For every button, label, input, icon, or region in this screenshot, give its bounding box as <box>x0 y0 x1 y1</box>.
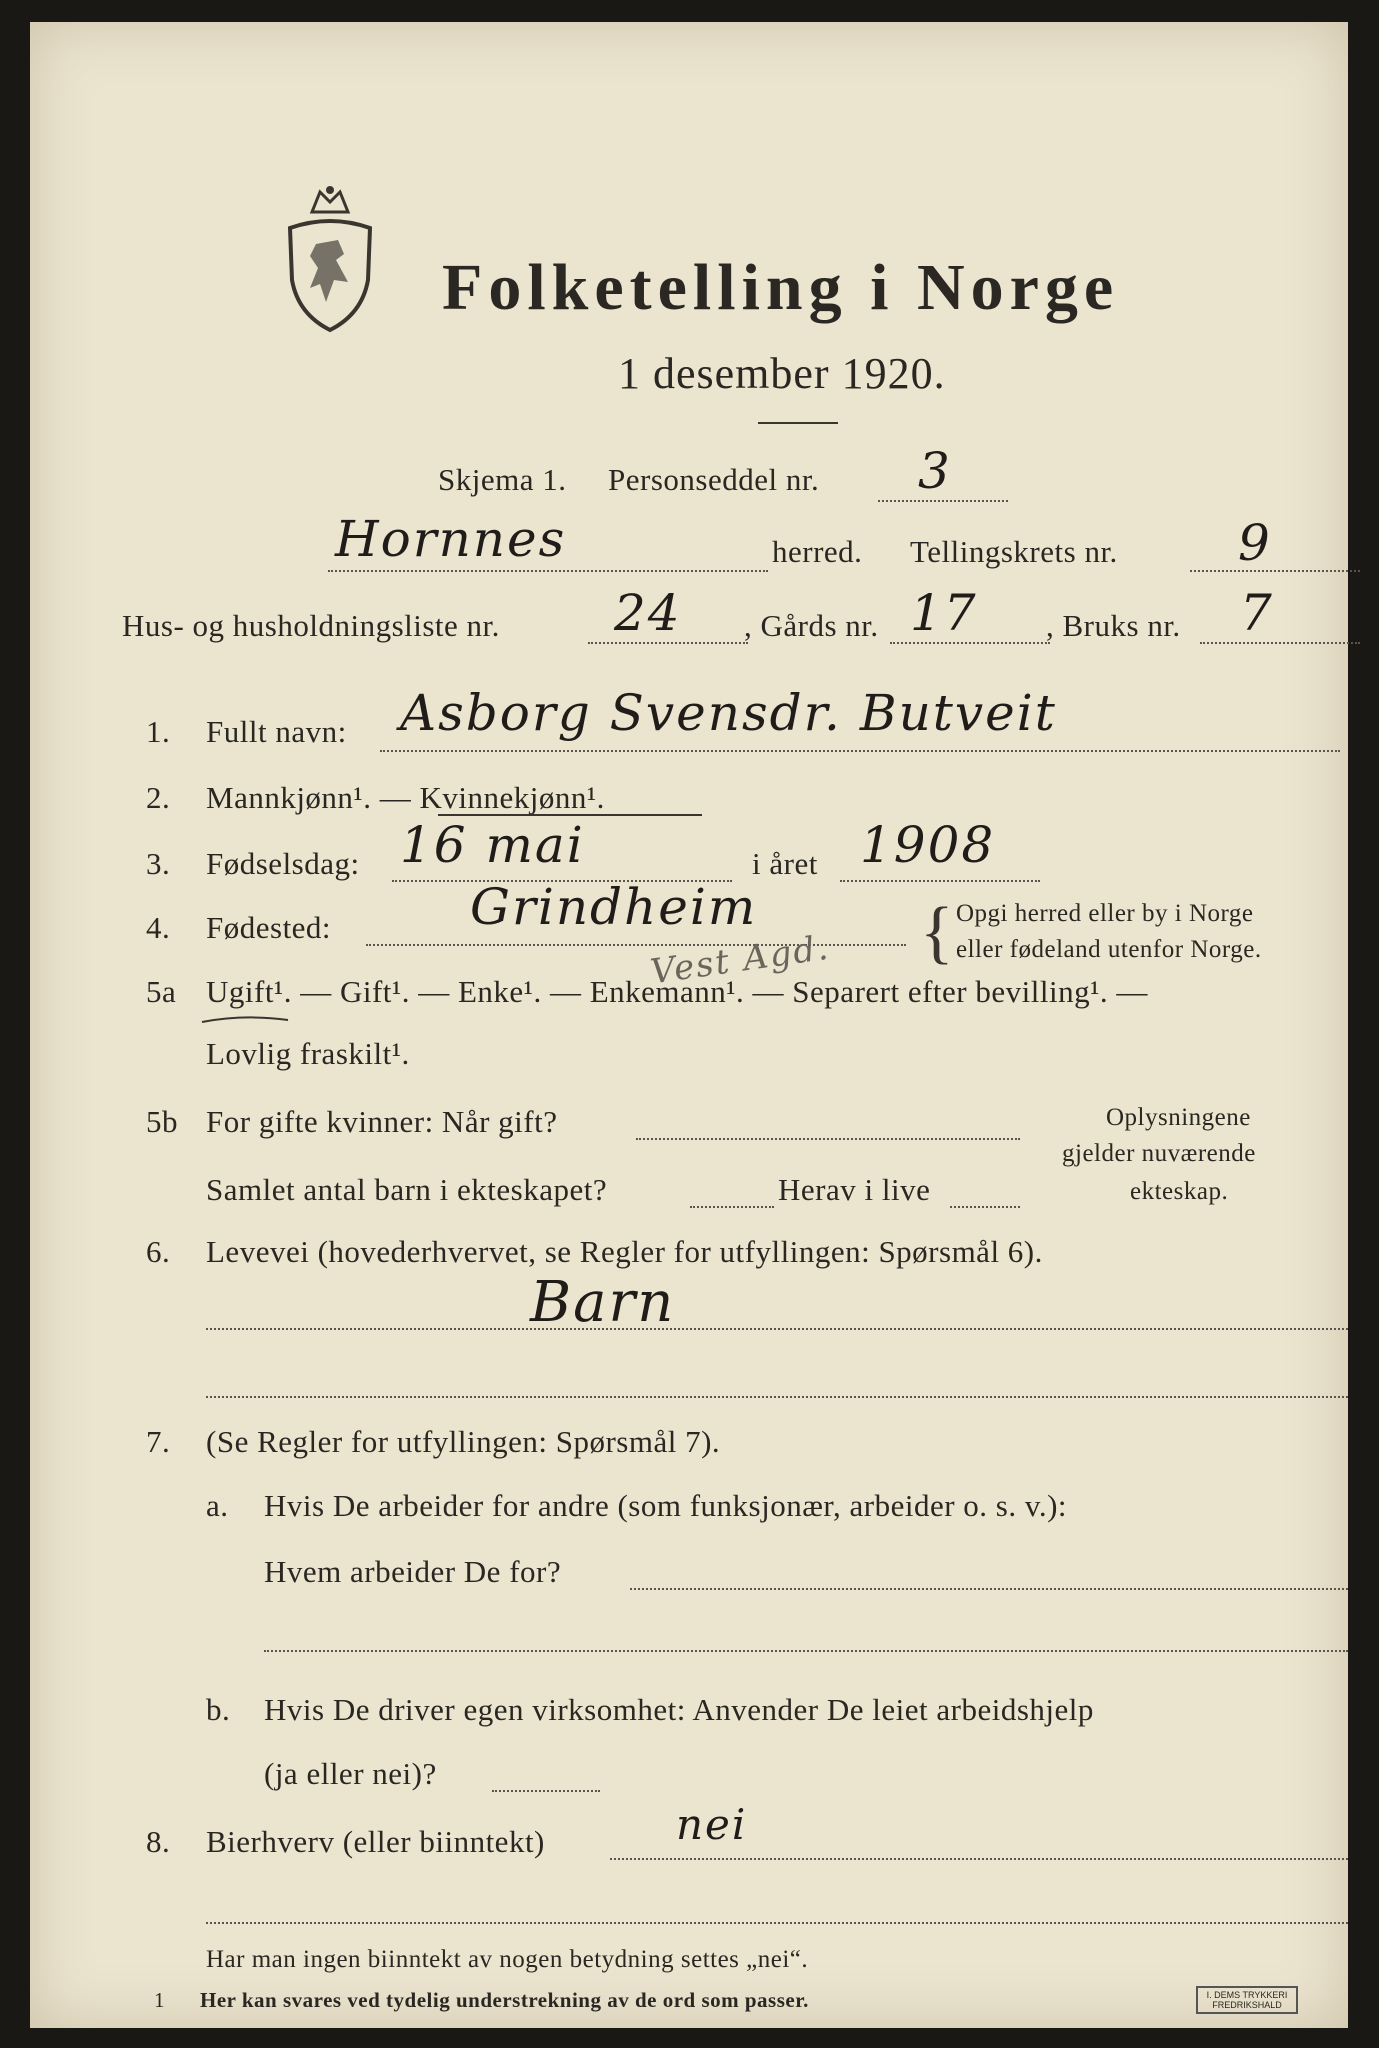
q7a-line2: Hvem arbeider De for? <box>264 1554 562 1589</box>
q5b-married-line <box>636 1138 1020 1140</box>
herred-label: herred. <box>772 534 863 569</box>
q6-line2 <box>206 1396 1348 1398</box>
personseddel-value: 3 <box>918 442 952 500</box>
bruks-value: 7 <box>1240 584 1274 642</box>
q4-label: Fødested: <box>206 910 332 945</box>
q1-number: 1. <box>146 714 171 749</box>
schema-label: Skjema 1. <box>438 462 567 497</box>
q1-line <box>380 750 1340 752</box>
q6-line1 <box>206 1328 1348 1330</box>
q4-number: 4. <box>146 910 171 945</box>
q3-number: 3. <box>146 846 171 881</box>
q1-label: Fullt navn: <box>206 714 347 749</box>
coat-of-arms-icon <box>282 184 378 334</box>
q8-label: Bierhverv (eller biinntekt) <box>206 1824 545 1859</box>
q4-brace: { <box>920 894 954 971</box>
q2-label: Mannkjønn¹. — Kvinnekjønn¹. <box>206 780 605 815</box>
hus-label: Hus- og husholdningsliste nr. <box>122 608 500 643</box>
q5b-note-line3: ekteskap. <box>1130 1178 1229 1205</box>
q8-number: 8. <box>146 1824 171 1859</box>
q5b-note-line2: gjelder nuværende <box>1062 1140 1256 1167</box>
gards-line <box>890 642 1050 644</box>
hus-line <box>588 642 748 644</box>
census-form <box>30 22 1348 2028</box>
q6-value: Barn <box>530 1270 676 1335</box>
q5b-children-label: Samlet antal barn i ekteskapet? <box>206 1172 608 1207</box>
q7b-line <box>492 1790 600 1792</box>
q6-label: Levevei (hovederhvervet, se Regler for utfyllingen: Spørsmål 6). <box>206 1234 1043 1269</box>
q7a-line1: Hvis De arbeider for andre (som funksjonær, arbeider o. s. v.): <box>264 1488 1068 1523</box>
q3-year-value: 1908 <box>860 816 996 874</box>
footer-note: Har man ingen biinntekt av nogen betydning settes „nei“. <box>206 1946 809 1973</box>
q7a-letter: a. <box>206 1488 229 1523</box>
q8-line2 <box>206 1922 1348 1924</box>
personseddel-line <box>878 500 1008 502</box>
gards-label: , Gårds nr. <box>744 608 879 643</box>
personseddel-label: Personseddel nr. <box>608 462 820 497</box>
q4-note-line1: Opgi herred eller by i Norge <box>956 900 1254 927</box>
q5b-note-line1: Oplysningene <box>1106 1104 1251 1131</box>
q5b-number: 5b <box>146 1104 178 1139</box>
q3-value: 16 mai <box>400 816 585 874</box>
q7-label: (Se Regler for utfyllingen: Spørsmål 7). <box>206 1424 721 1459</box>
bruks-line <box>1200 642 1360 644</box>
q7-number: 7. <box>146 1424 171 1459</box>
form-title: Folketelling i Norge <box>442 251 1120 324</box>
herred-value: Hornnes <box>335 510 567 568</box>
hus-value: 24 <box>614 584 682 642</box>
q7b-letter: b. <box>206 1692 231 1727</box>
q7a-line <box>630 1588 1348 1590</box>
q5b-line1: For gifte kvinner: Når gift? <box>206 1104 558 1139</box>
q5b-alive-line <box>950 1206 1020 1208</box>
q2-number: 2. <box>146 780 171 815</box>
herred-line <box>328 570 768 572</box>
q5b-alive-label: Herav i live <box>778 1172 931 1207</box>
q3-year-line <box>840 880 1040 882</box>
q7a-line-extra <box>264 1650 1348 1652</box>
title-divider <box>758 422 838 424</box>
census-date: 1 desember 1920. <box>618 349 946 398</box>
q3-label: Fødselsdag: <box>206 846 360 881</box>
q4-note-line2: eller fødeland utenfor Norge. <box>956 936 1262 963</box>
q5a-number: 5a <box>146 974 177 1009</box>
q3-year-label: i året <box>752 846 818 881</box>
q5b-children-line <box>690 1206 774 1208</box>
q5a-line1: Ugift¹. — Gift¹. — Enke¹. — Enkemann¹. — Separert efter bevilling¹. — <box>206 974 1148 1009</box>
q8-value: nei <box>676 1800 748 1849</box>
q1-value: Asborg Svensdr. Butveit <box>400 684 1057 742</box>
bruks-label: , Bruks nr. <box>1046 608 1181 643</box>
q4-annotation: Vest Agd. <box>648 927 833 993</box>
q4-value: Grindheim <box>470 878 758 936</box>
q7b-line2: (ja eller nei)? <box>264 1756 437 1791</box>
tellingskrets-line <box>1190 570 1360 572</box>
q5a-line2: Lovlig fraskilt¹. <box>206 1036 410 1071</box>
gards-value: 17 <box>910 584 978 642</box>
q8-line <box>610 1858 1348 1860</box>
footnote-text: Her kan svares ved tydelig understrekning av de ord som passer. <box>200 1988 809 2012</box>
tellingskrets-value: 9 <box>1238 514 1272 572</box>
q7b-line1: Hvis De driver egen virksomhet: Anvender De leiet arbeidshjelp <box>264 1692 1094 1727</box>
q6-number: 6. <box>146 1234 171 1269</box>
printer-stamp: I. DEMS TRYKKERI FREDRIKSHALD <box>1196 1986 1298 2014</box>
tellingskrets-label: Tellingskrets nr. <box>910 534 1118 569</box>
q5a-underline-mark <box>200 1012 290 1026</box>
footnote-mark: 1 <box>154 1988 165 2012</box>
